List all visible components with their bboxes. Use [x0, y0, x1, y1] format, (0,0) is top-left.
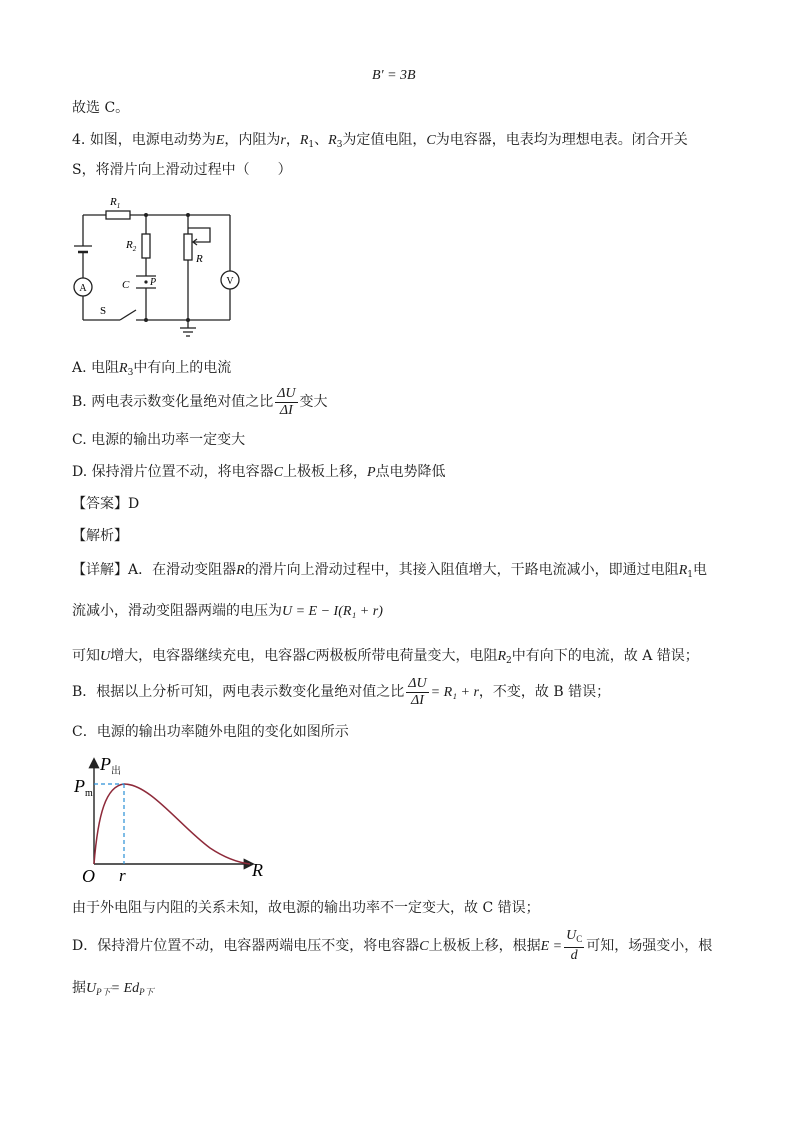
- circuit-diagram: [70, 190, 250, 340]
- previous-conclusion: 故选 C。: [72, 100, 130, 116]
- point-p-label: P: [150, 277, 157, 288]
- graph-pm-label: $P_m$: [74, 776, 93, 799]
- detail-line-2: 流减小，滑动变阻器两端的电压为U = E − I(R₁ + r): [72, 603, 383, 619]
- detail-line-b: B．根据以上分析可知，两电表示数变化量绝对值之比 $\frac{\Delta U}{\Delta I}$ = R₁ + r，不变，故 B 错误；: [72, 675, 611, 708]
- fraction-uc-d: $\frac{U_C}{d}$: [566, 928, 583, 963]
- detail-line-d1: D．保持滑片位置不动，电容器两端电压不变，将电容器C上极板上移，根据E = $\frac{U_C}{d}$ 可知，场强变小，根: [72, 928, 713, 963]
- question-line-1: 4. 如图，电源电动势为E，内阻为r，$R_1$、$R_3$为定值电阻，C为电容器，电表均为理想电表。闭合开关: [72, 132, 688, 150]
- option-a: A. 电阻$R_3$中有向上的电流: [72, 360, 232, 378]
- graph-origin-label: O: [82, 866, 95, 886]
- detail-line-3: 可知U增大，电容器继续充电，电容器C两极板所带电荷量变大，电阻$R_2$中有向下的电流，故 A 错误；: [72, 648, 699, 666]
- graph-y-label: $P_出$: [100, 754, 121, 777]
- r1-label: $R_1$: [110, 196, 121, 210]
- fraction-du-di-2: $\frac{\Delta U}{\Delta I}$: [408, 675, 427, 708]
- detail-line-d2: 据$U_{P下}= Ed_{P下}$: [72, 980, 154, 997]
- option-b: B. 两电表示数变化量绝对值之比 $\frac{\Delta U}{\Delta I}$ 变大: [72, 385, 328, 418]
- power-curve: [94, 784, 250, 864]
- voltmeter-label: V: [226, 276, 234, 287]
- question-number: 4.: [72, 132, 86, 148]
- rheostat-label: R: [196, 253, 203, 265]
- detail-line-c: C．电源的输出功率随外电阻的变化如图所示: [72, 724, 349, 740]
- top-formula: B′ = 3B: [372, 68, 416, 83]
- option-d: D. 保持滑片位置不动，将电容器C上极板上移，P点电势降低: [72, 464, 446, 480]
- detail-line-1: 【详解】A．在滑动变阻器R的滑片向上滑动过程中，其接入阻值增大，干路电流减小，即通过电阻$R_1$电: [72, 562, 707, 580]
- fraction-du-di: $\frac{\Delta U}{\Delta I}$: [277, 385, 296, 418]
- capacitor-label: C: [122, 279, 130, 291]
- analysis-label: 【解析】: [72, 528, 128, 544]
- answer: 【答案】D: [72, 496, 140, 512]
- graph-r-label: r: [119, 866, 126, 885]
- detail-line-c2: 由于外电阻与内阻的关系未知，故电源的输出功率不一定变大，故 C 错误；: [72, 900, 540, 916]
- question-line-2: S，将滑片向上滑动过程中（ ）: [72, 162, 292, 178]
- power-graph: [70, 754, 270, 886]
- switch-label: S: [100, 305, 107, 317]
- r2-label: $R_2$: [126, 239, 137, 253]
- ammeter-label: A: [79, 283, 87, 294]
- graph-x-label: R: [252, 860, 263, 880]
- option-c: C. 电源的输出功率一定变大: [72, 432, 246, 448]
